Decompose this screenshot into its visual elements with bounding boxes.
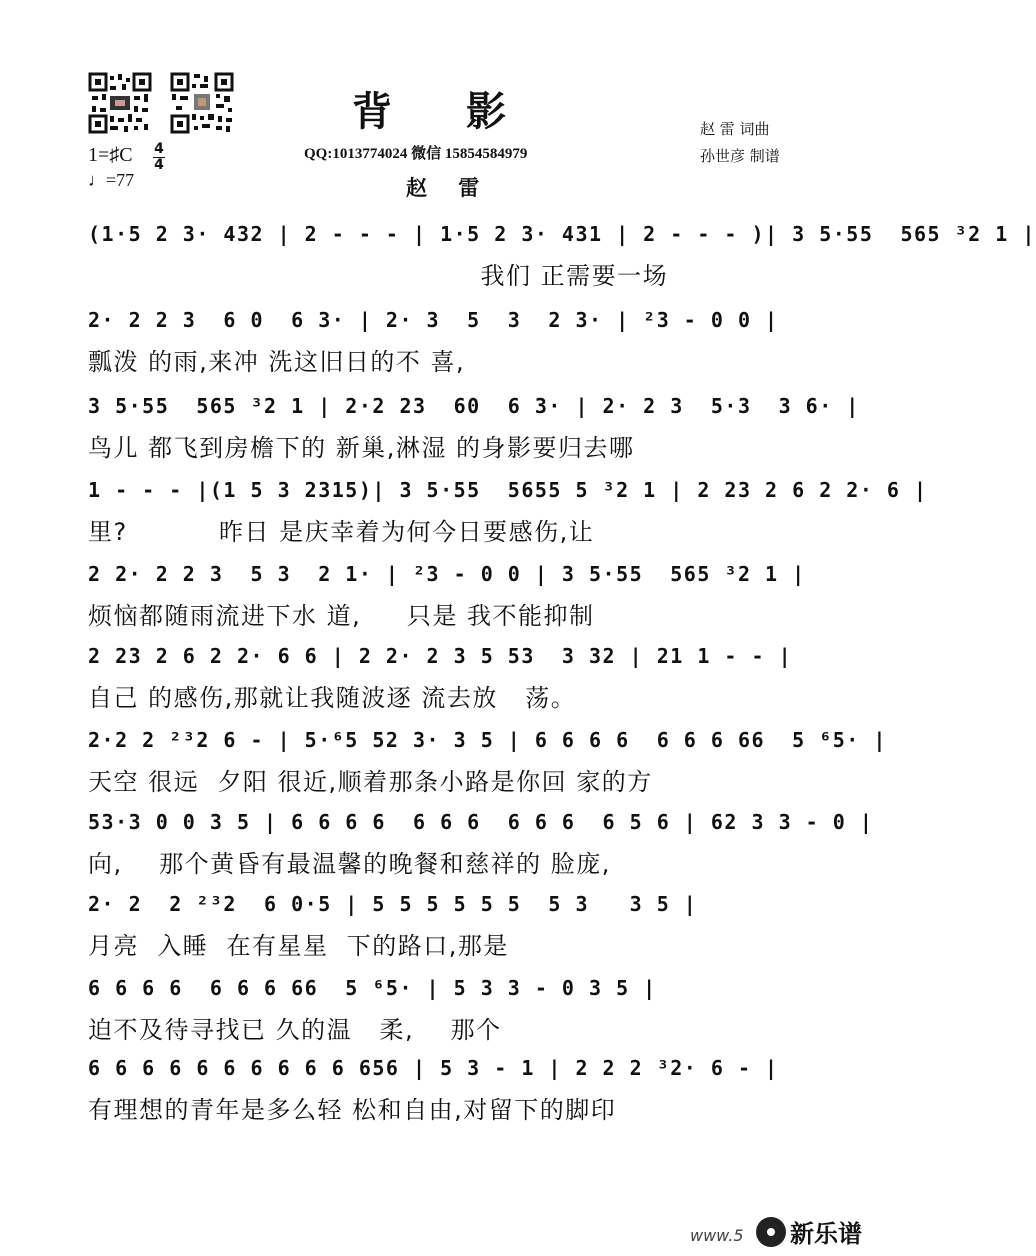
- logo-text: 新乐谱: [790, 1220, 862, 1248]
- credit-lyricist: 赵 雷 词曲: [700, 120, 770, 138]
- notation-line: 53·3 0 0 3 5 | 6 6 6 6 6 6 6 6 6 6 6 5 6 | 62 3 3 - 0 |: [88, 810, 874, 834]
- meter-bottom: 4: [154, 157, 164, 173]
- contact-info: QQ:1013774024 微信 15854584979: [304, 146, 528, 162]
- notation-line: (1·5 2 3· 432 | 2 - - - | 1·5 2 3· 431 | 2 - - - )| 3 5·55 565 ³2 1 |: [88, 222, 1036, 246]
- song-title: 背 影: [352, 88, 536, 135]
- lyric-line: 自己 的感伤,那就让我随波逐 流去放 荡。: [88, 684, 577, 712]
- key-signature: 1=♯C: [88, 144, 133, 166]
- watermark-url: www.5: [690, 1226, 744, 1245]
- credit-arranger: 孙世彦 制谱: [700, 147, 780, 165]
- lyric-line: 月亮 入睡 在有星星 下的路口,那是: [88, 932, 509, 960]
- notation-line: 2· 2 2 3 6 0 6 3· | 2· 3 5 3 2 3· | ²3 - 0 0 |: [88, 308, 779, 332]
- notation-line: 2 2· 2 2 3 5 3 2 1· | ²3 - 0 0 | 3 5·55 565 ³2 1 |: [88, 562, 806, 586]
- notation-line: 3 5·55 565 ³2 1 | 2·2 23 60 6 3· | 2· 2 3 5·3 3 6· |: [88, 394, 860, 418]
- lyric-line: 天空 很远 夕阳 很近,顺着那条小路是你回 家的方: [88, 768, 653, 796]
- lyric-line: 烦恼都随雨流进下水 道, 只是 我不能抑制: [88, 602, 595, 630]
- record-disc-icon: [756, 1217, 786, 1247]
- singer-name: 赵 雷: [406, 175, 492, 200]
- lyric-line: 鸟儿 都飞到房檐下的 新巢,淋湿 的身影要归去哪: [88, 434, 635, 462]
- lyric-line: 里? 昨日 是庆幸着为何今日要感伤,让: [88, 518, 595, 546]
- notation-line: 1 - - - |(1 5 3 2315)| 3 5·55 5655 5 ³2 1 | 2 23 2 6 2 2· 6 |: [88, 478, 928, 502]
- notation-line: 2· 2 2 ²³2 6 0·5 | 5 5 5 5 5 5 5 3 3 5 |: [88, 892, 698, 916]
- meter-top: 4: [154, 141, 164, 157]
- lyric-line: 瓢泼 的雨,来冲 洗这旧日的不 喜,: [88, 348, 466, 376]
- time-signature: [153, 143, 165, 172]
- notation-line: 2 23 2 6 2 2· 6 6 | 2 2· 2 3 5 53 3 32 | 21 1 - - |: [88, 644, 793, 668]
- site-logo: [756, 1214, 862, 1249]
- lyric-line: 有理想的青年是多么轻 松和自由,对留下的脚印: [88, 1096, 617, 1124]
- lyric-line: 迫不及待寻找已 久的温 柔, 那个: [88, 1016, 502, 1044]
- tempo-marking: ♩=77: [88, 170, 135, 190]
- notation-line: 6 6 6 6 6 6 6 66 5 ⁶5· | 5 3 3 - 0 3 5 |: [88, 976, 657, 1000]
- lyric-line: 我们 正需要一场: [88, 262, 669, 290]
- lyric-line: 向, 那个黄昏有最温馨的晚餐和慈祥的 脸庞,: [88, 850, 611, 878]
- notation-line: 2·2 2 ²³2 6 - | 5·⁶5 52 3· 3 5 | 6 6 6 6 6 6 6 66 5 ⁶5· |: [88, 728, 887, 752]
- notation-line: 6 6 6 6 6 6 6 6 6 6 656 | 5 3 - 1 | 2 2 2 ³2· 6 - |: [88, 1056, 779, 1080]
